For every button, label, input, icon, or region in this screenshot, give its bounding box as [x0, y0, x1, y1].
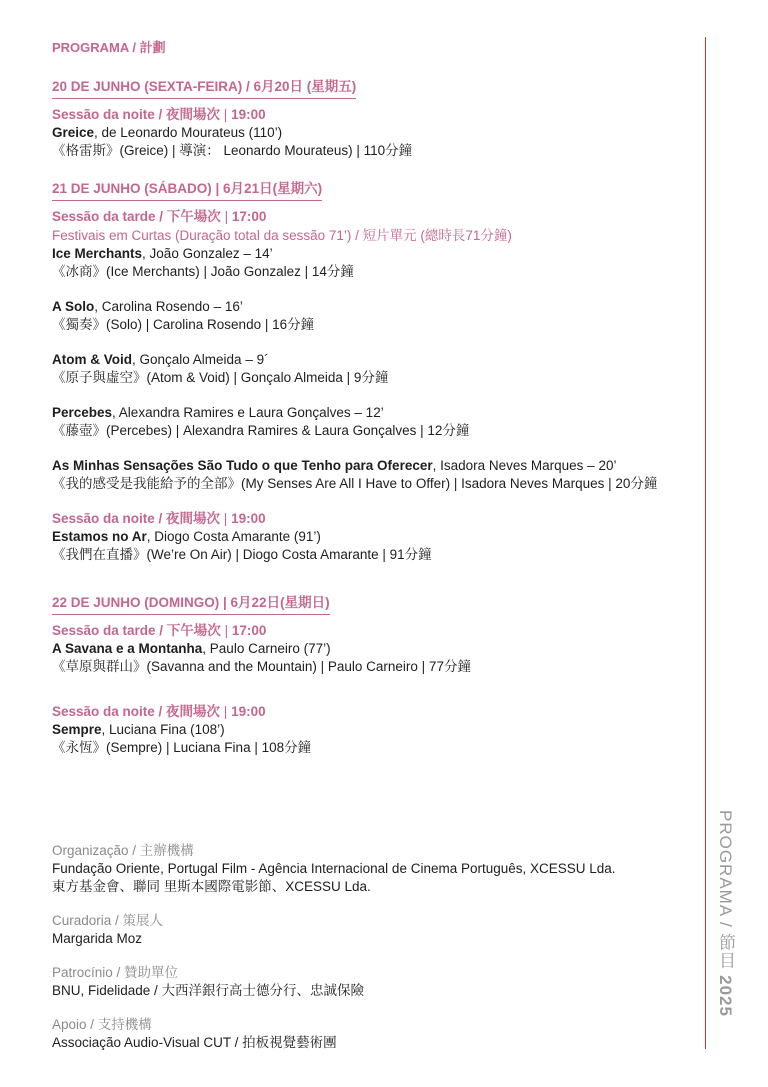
day-block	[52, 75, 682, 160]
film-title: Percebes	[52, 405, 113, 420]
film-director: , de Leonardo Mourateus (110’)	[94, 125, 283, 140]
film-entry	[52, 640, 682, 676]
credit-curator	[52, 912, 692, 948]
film-zh-line: 《原子與虛空》(Atom & Void) | Gonçalo Almeida | 9分鐘	[52, 370, 389, 385]
film-entry	[52, 245, 682, 281]
credit-line: 東方基金會、聯同 里斯本國際電影節、XCESSU Lda.	[52, 879, 371, 894]
session-time: 19:00	[231, 511, 266, 526]
session-heading: Sessão da noite / 夜間場次 | 19:00	[52, 704, 266, 719]
session-heading: Sessão da tarde / 下午場次 | 17:00	[52, 209, 267, 224]
credits-section	[52, 842, 692, 1068]
film-title: A Solo	[52, 299, 95, 314]
session-time: 17:00	[231, 623, 267, 638]
session-label: Sessão da noite / 夜間場次	[52, 704, 221, 719]
credit-label: Curadoria / 策展人	[52, 913, 164, 928]
credit-sponsor	[52, 964, 692, 1000]
session-time: 19:00	[231, 107, 266, 122]
film-zh-line: 《獨奏》(Solo) | Carolina Rosendo | 16分鐘	[52, 317, 315, 332]
credit-line: BNU, Fidelidade / 大西洋銀行高士德分行、忠誠保險	[52, 983, 365, 998]
film-zh-line: 《格雷斯》(Greice) | 導演： Leonardo Mourateus) | 110分鐘	[52, 143, 413, 158]
credit-label: Patrocínio / 贊助單位	[52, 965, 179, 980]
film-title: A Savana e a Montanha	[52, 641, 203, 656]
film-title: Sempre	[52, 722, 102, 737]
credit-organization	[52, 842, 692, 896]
session-time: 19:00	[231, 704, 266, 719]
film-entry	[52, 457, 682, 493]
film-zh-line: 《藤壺》(Percebes) | Alexandra Ramires & Laura Gonçalves | 12分鐘	[52, 423, 470, 438]
film-title: Estamos no Ar	[52, 529, 147, 544]
film-zh-line: 《草原與群山》(Savanna and the Mountain) | Paulo Carneiro | 77分鐘	[52, 659, 471, 674]
session-label: Sessão da tarde / 下午場次	[52, 209, 221, 224]
credit-line: Margarida Moz	[52, 931, 143, 946]
film-entry	[52, 528, 682, 564]
credit-line: Associação Audio-Visual CUT / 拍板視覺藝術團	[52, 1035, 337, 1050]
film-title: Ice Merchants	[52, 246, 143, 261]
session-heading: Sessão da noite / 夜間場次 | 19:00	[52, 107, 266, 122]
program-kicker: PROGRAMA / 計劃	[52, 40, 166, 55]
credit-label: Apoio / 支持機構	[52, 1017, 152, 1032]
film-title: As Minhas Sensações São Tudo o que Tenho para Oferecer	[52, 458, 433, 473]
film-title: Greice	[52, 125, 95, 140]
day-heading: 20 DE JUNHO (SEXTA-FEIRA) / 6月20日 (星期五)	[52, 75, 356, 99]
day-block	[52, 177, 682, 564]
day-block	[52, 591, 682, 757]
film-zh-line: 《我的感受是我能給予的全部》(My Senses Are All I Have to Offer) | Isadora Neves Marques | 20分鐘	[52, 476, 658, 491]
film-entry	[52, 351, 682, 387]
side-title-year: 2025	[716, 975, 735, 1017]
film-director: , Carolina Rosendo – 16’	[94, 299, 243, 314]
session-label: Sessão da tarde / 下午場次	[52, 623, 221, 638]
film-zh-line: 《我們在直播》(We’re On Air) | Diogo Costa Amarante | 91分鐘	[52, 547, 432, 562]
program-content	[52, 37, 682, 774]
film-zh-line: 《冰商》(Ice Merchants) | João Gonzalez | 14分鐘	[52, 264, 354, 279]
day-heading: 22 DE JUNHO (DOMINGO) | 6月22日(星期日)	[52, 591, 330, 615]
session-label: Sessão da noite / 夜間場次	[52, 107, 221, 122]
film-entry	[52, 124, 682, 160]
session-heading: Sessão da noite / 夜間場次 | 19:00	[52, 511, 266, 526]
film-director: , Gonçalo Almeida – 9´	[132, 352, 269, 367]
film-zh-line: 《永恆》(Sempre) | Luciana Fina | 108分鐘	[52, 740, 312, 755]
session-note: Festivais em Curtas (Duração total da sessão 71’) / 短片單元 (總時長71分鐘)	[52, 228, 512, 243]
credit-support	[52, 1016, 692, 1052]
film-director: , Paulo Carneiro (77’)	[202, 641, 331, 656]
side-title	[708, 810, 738, 1050]
day-heading: 21 DE JUNHO (SÁBADO) | 6月21日(星期六)	[52, 177, 322, 201]
film-entry	[52, 404, 682, 440]
film-director: , Alexandra Ramires e Laura Gonçalves – 12’	[112, 405, 384, 420]
film-title: Atom & Void	[52, 352, 132, 367]
film-director: , João Gonzalez – 14’	[142, 246, 273, 261]
margin-rule	[705, 37, 706, 1049]
film-entry	[52, 298, 682, 334]
film-director: , Diogo Costa Amarante (91’)	[146, 529, 321, 544]
side-title-text: PROGRAMA / 節目	[716, 810, 735, 976]
film-director: , Isadora Neves Marques – 20’	[432, 458, 617, 473]
credit-label: Organização / 主辦機構	[52, 843, 194, 858]
film-entry	[52, 721, 682, 757]
film-director: , Luciana Fina (108’)	[101, 722, 225, 737]
session-label: Sessão da noite / 夜間場次	[52, 511, 221, 526]
credit-line: Fundação Oriente, Portugal Film - Agência Internacional de Cinema Português, XCESSU Lda.	[52, 861, 616, 876]
session-time: 17:00	[231, 209, 267, 224]
session-heading: Sessão da tarde / 下午場次 | 17:00	[52, 623, 267, 638]
